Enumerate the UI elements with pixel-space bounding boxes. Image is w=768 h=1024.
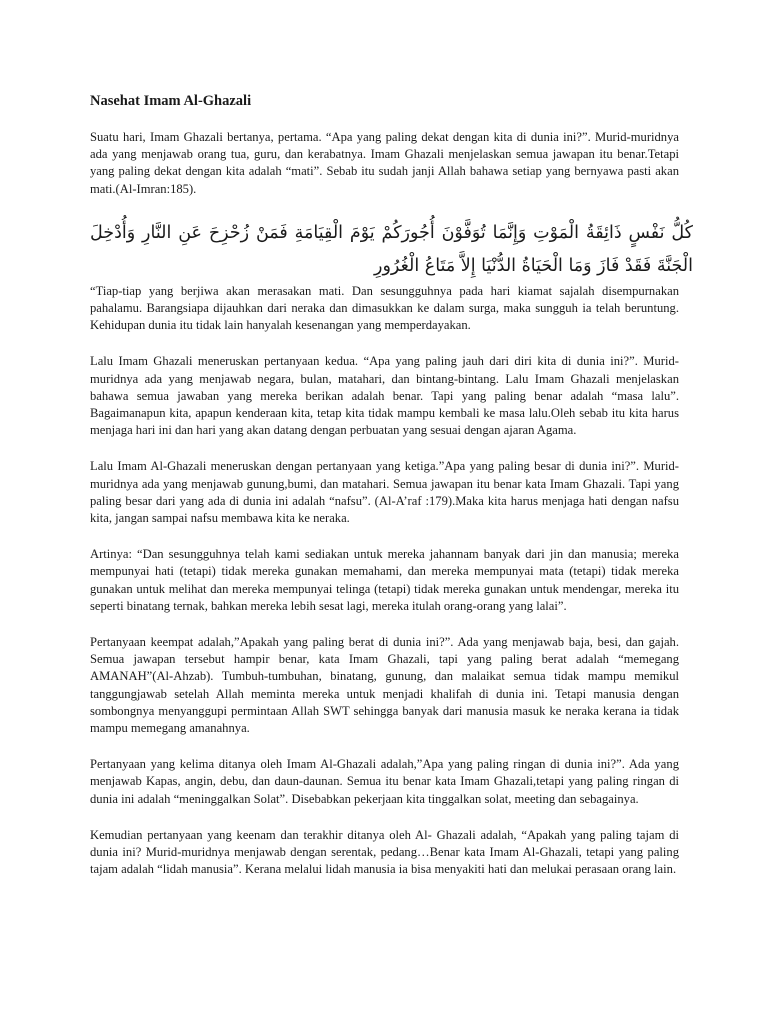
arabic-verse: كُلُّ نَفْسٍ ذَائِقَةُ الْمَوْتِ وَإِنَّمَا تُوَفَّوْنَ أُجُورَكُمْ يَوْمَ الْقِيَامَةِ فَمَنْ زُحْزِحَ عَنِ النَّارِ وَأُدْخِلَ الْجَنَّةَ فَقَدْ فَازَ وَمَا الْحَيَاةُ الدُّنْيَا إِلاَّ مَتَاعُ الْغُرُورِ — [90, 222, 693, 276]
paragraph-question-4: Pertanyaan keempat adalah,”Apakah yang paling berat di dunia ini?”. Ada yang menjawab baja, besi, dan gajah. Semua jawapan tersebut hampir benar, kata Imam Ghazali, tapi yang paling berat adalah “memegang AMANAH”(Al-Ahzab). Tumbuh-tumbuhan, binatang, gunung, dan malaikat semua tidak mampu memikul tanggungjawab setelah Allah meminta mereka untuk menjadi khalifah di dunia ini. Tetapi manusia dengan sombongnya menyanggupi permintaan Allah SWT sehingga banyak dari manusia masuk ke neraka kerana ia tidak mampu memegang amanahnya. — [90, 635, 679, 736]
paragraph-question-5: Pertanyaan yang kelima ditanya oleh Imam Al-Ghazali adalah,”Apa yang paling ringan di dunia ini?”. Ada yang menjawab Kapas, angin, debu, dan daun-daunan. Semua itu benar kata Imam Ghazali,tetapi yang paling ringan di dunia ini adalah “meninggalkan Solat”. Disebabkan pekerjaan kita tinggalkan solat, meeting dan sebagainya. — [90, 757, 679, 806]
paragraph-question-6: Kemudian pertanyaan yang keenam dan terakhir ditanya oleh Al- Ghazali adalah, “Apakah yang paling tajam di dunia ini? Murid-muridnya menjawab dengan serentak, pedang…Benar kata Imam Al-Ghazali, tetapi yang paling tajam adalah “lidah manusia”. Kerana melalui lidah manusia ia bisa menyakiti hati dan melukai perasaan orang lain. — [90, 827, 679, 877]
paragraph-artinya: Artinya: “Dan sesungguhnya telah kami sediakan untuk mereka jahannam banyak dari jin dan manusia; mereka mempunyai hati (tetapi) tidak mereka gunakan memahami, dan mereka mempunyai mata (tetapi) tidak mereka gunakan untuk melihat dan mereka mempunyai telinga (tetapi) tidak mereka gunakan untuk mendengar, mereka itu seperti binatang ternak, bahkan mereka lebih sesat lagi, mereka itulah orang-orang yang lalai”. — [90, 547, 679, 613]
document-title: Nasehat Imam Al-Ghazali — [90, 93, 252, 109]
paragraph-verse-translation: “Tiap-tiap yang berjiwa akan merasakan mati. Dan sesungguhnya pada hari kiamat sajalah disempurnakan pahalamu. Barangsiapa dijauhkan dari neraka dan dimasukkan ke dalam surga, maka sungguh ia telah beruntung. Kehidupan dunia itu tidak lain hanyalah kesenangan yang memperdayakan. — [90, 283, 679, 333]
paragraph-question-3: Lalu Imam Al-Ghazali meneruskan dengan pertanyaan yang ketiga.”Apa yang paling besar di dunia ini?”. Murid-muridnya ada yang menjawab gunung,bumi, dan matahari. Semua jawapan itu benar kata Imam Ghazali. Tapi yang paling besar dari yang ada di dunia ini adalah “nafsu”. (Al-A’raf :179).Maka kita harus menjaga hati dengan nafsu kita, jangan sampai nafsu membawa kita ke neraka. — [90, 459, 679, 526]
paragraph-question-1: Suatu hari, Imam Ghazali bertanya, pertama. “Apa yang paling dekat dengan kita di dunia ini?”. Murid-muridnya ada yang menjawab orang tua, guru, dan kerabatnya. Imam Ghazali menjelaskan semua jawapan itu benar.Tetapi yang paling dekat dengan kita adalah “mati”. Sebab itu sudah janji Allah bahawa setiap yang bernyawa pasti akan mati.(Al-Imran:185). — [90, 130, 679, 196]
paragraph-question-2: Lalu Imam Ghazali meneruskan pertanyaan kedua. “Apa yang paling jauh dari diri kita di dunia ini?”. Murid-muridnya ada yang menjawab negara, bulan, matahari, dan bintang-bintang. Lalu Imam Ghazali menjelaskan bahawa semua jawaban yang mereka berikan adalah benar. Tapi yang paling benar adalah “masa lalu”. Bagaimanapun kita, apapun kenderaan kita, tetap kita tidak mampu kembali ke masa lalu.Oleh sebab itu kita harus menjaga hari ini dan hari yang akan datang dengan perbuatan yang sesuai dengan ajaran Agama. — [90, 354, 679, 438]
